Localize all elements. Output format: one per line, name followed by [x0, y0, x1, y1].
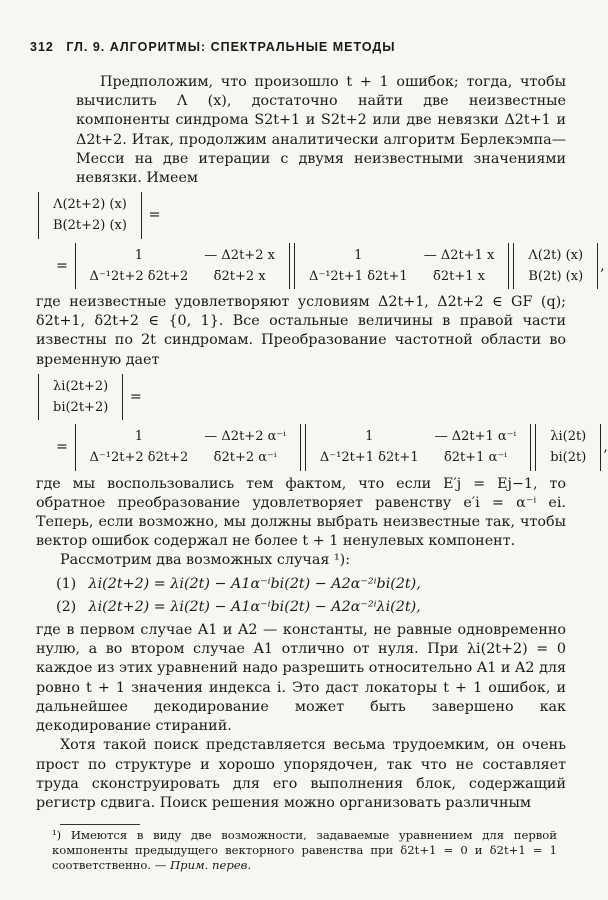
- m1b-cell: δ̄2t+1 x: [433, 268, 485, 284]
- matrix-2b: [305, 424, 531, 470]
- running-header: [30, 40, 396, 54]
- eq2-lhs-top: λi(2t+2): [53, 378, 109, 394]
- m2a-cell: — Δ2t+2 α⁻ⁱ: [204, 429, 286, 445]
- m1b-cell: Δ⁻¹2t+1 δ2t+1: [308, 268, 408, 284]
- equation-1-lhs: Λ(2t+2) (x) B(2t+2) (x) =: [36, 192, 566, 238]
- vector-2: [535, 424, 601, 470]
- case-1-formula: λi(2t+2) = λi(2t) − A1α⁻ⁱbi(2t) − A2α⁻²ⁱbi(2t),: [88, 575, 421, 592]
- main-text: [36, 73, 608, 813]
- eq2-lhs-bot: bi(2t+2): [53, 400, 109, 416]
- equation-2-lhs: λi(2t+2) bi(2t+2) =: [36, 374, 566, 420]
- m1b-cell: — Δ2t+1 x: [423, 247, 495, 263]
- footnote-rule: [60, 824, 140, 825]
- case-2-label: (2): [56, 598, 77, 615]
- m2a-cell: Δ⁻¹2t+2 δ2t+2: [89, 450, 189, 466]
- m1a-cell: Δ⁻¹2t+2 δ2t+2: [89, 268, 189, 284]
- eq1-lhs-bot: B(2t+2) (x): [53, 218, 127, 234]
- m1b-cell: 1: [354, 247, 363, 263]
- m1a-cell: — Δ2t+2 x: [204, 247, 275, 263]
- paragraph-4: Рассмотрим два возможных случая ¹):: [60, 552, 351, 569]
- v1-cell: Λ(2t) (x): [528, 247, 584, 263]
- m1a-cell: δ̄2t+2 x: [213, 268, 266, 284]
- paragraph-5: где в первом случае A1 и A2 — константы, не равные одновременно нулю, а во втором случае A1 отлично от нуля. При λi(2t+2) = 0 каждое из этих уравнений надо разрешить относительно A1 и A2 для ровно t + 1 значения индекса i. Это даст локаторы t + 1 ошибок, и дальнейшее декодирование может быть завершено как декодирование стираний.: [36, 622, 566, 735]
- matrix-lhs-1: [38, 192, 142, 238]
- footnote-text: ¹) Имеются в виду две возможности, задаваемые уравнением для первой компоненты предыдущего векторного равенства при δ2t+1 = 0 и δ2t+1 = 1 соответственно. —: [52, 828, 557, 872]
- m1a-cell: 1: [134, 247, 144, 263]
- paragraph-2: где неизвестные удовлетворяют условиям Δ2t+1, Δ2t+2 ∈ GF (q); δ2t+1, δ2t+2 ∈ {0, 1}. Все остальные величины в правой части известны по 2t синдромам. Преобразование частотной области во временную дает: [36, 294, 566, 368]
- m2b-cell: Δ⁻¹2t+1 δ2t+1: [319, 450, 419, 466]
- case-1-label: (1): [56, 575, 77, 592]
- equation-2-rhs: = 1 — Δ2t+2 α⁻ⁱ Δ⁻¹2t+2 δ2t+2 δ̄2t+2 α⁻ⁱ 1 — Δ2t+1 α⁻ⁱ Δ⁻¹2t+1 δ2t+1 δ̄2t+1 α⁻ⁱ λi(2t) bi(2t) ,: [56, 424, 566, 470]
- equation-1-rhs: = 1 — Δ2t+2 x Δ⁻¹2t+2 δ2t+2 δ̄2t+2 x 1 — Δ2t+1 x Δ⁻¹2t+1 δ2t+1 δ̄2t+1 x Λ(2t) (x) B(2t) (x) ,: [56, 243, 566, 289]
- running-title: ГЛ. 9. АЛГОРИТМЫ: СПЕКТРАЛЬНЫЕ МЕТОДЫ: [66, 40, 396, 54]
- m2b-cell: δ̄2t+1 α⁻ⁱ: [443, 450, 507, 466]
- matrix-lhs-2: [38, 374, 123, 420]
- m2a-cell: 1: [134, 429, 144, 445]
- footnote-attribution: Прим. перев.: [170, 858, 252, 872]
- paragraph-1: Предположим, что произошло t + 1 ошибок; тогда, чтобы вычислить Λ (x), достаточно найти две неизвестные компоненты синдрома S2t+1 и S2t+2 или две невязки Δ2t+1 и Δ2t+2. Итак, продолжим аналитически алгоритм Берлекэмпа—Месси на две итерации с двумя неизвестными значениями невязки. Имеем: [76, 74, 566, 187]
- case-2-equation: [56, 598, 566, 617]
- matrix-1a: [75, 243, 290, 289]
- m2b-cell: — Δ2t+1 α⁻ⁱ: [434, 429, 517, 445]
- v1-cell: B(2t) (x): [528, 268, 584, 284]
- case-2-formula: λi(2t+2) = λi(2t) − A1α⁻ⁱbi(2t) − A2α⁻²ⁱλi(2t),: [88, 598, 421, 615]
- matrix-1b: [294, 243, 509, 289]
- m2a-cell: δ̄2t+2 α⁻ⁱ: [213, 450, 277, 466]
- footnote: [52, 828, 557, 873]
- paragraph-3: где мы воспользовались тем фактом, что если E′j = Ej−1, то обратное преобразование удовлетворяет равенству e′i = α⁻ⁱ ei. Теперь, если возможно, мы должны выбрать неизвестные так, чтобы вектор ошибок содержал не более t + 1 ненулевых компонент.: [36, 475, 566, 550]
- v2-cell: bi(2t): [550, 450, 587, 466]
- m2b-cell: 1: [365, 429, 374, 445]
- v2-cell: λi(2t): [550, 429, 587, 445]
- eq1-lhs-top: Λ(2t+2) (x): [53, 197, 127, 213]
- paragraph-6: Хотя такой поиск представляется весьма трудоемким, он очень прост по структуре и хорошо упорядочен, так что не составляет труда сконструировать для его выполнения блок, содержащий регистр сдвига. Поиск решения можно организовать различным: [36, 737, 566, 811]
- case-1-equation: [56, 575, 566, 594]
- page-number: 312: [30, 40, 54, 54]
- vector-1: [513, 243, 598, 289]
- matrix-2a: [75, 424, 301, 470]
